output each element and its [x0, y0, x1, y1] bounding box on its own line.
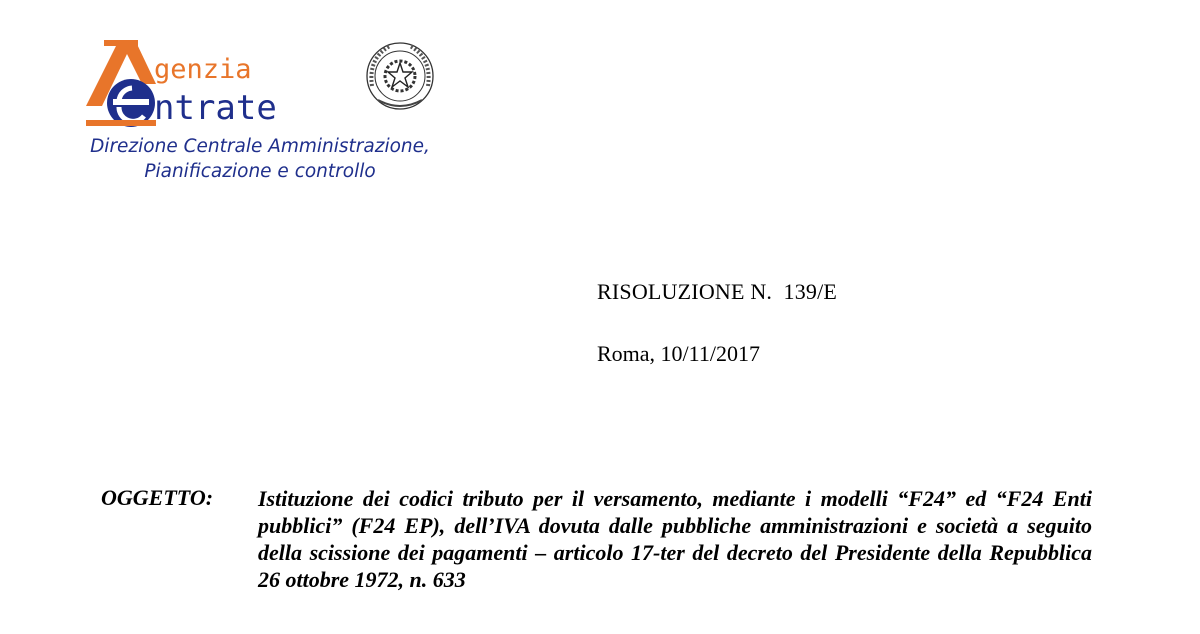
subject-text: Istituzione dei codici tributo per il versamento, mediante i modelli “F24” ed “F24 Enti pubblici” (F24 EP), dell’IVA dovuta dalle pubbliche amministrazioni e società a seguito della scissione dei pagamenti – articolo 17-ter del decreto del Presidente della Repubblica 26 ottobre 1972, n. 633	[258, 486, 1092, 592]
logo-line1: genzia	[154, 54, 252, 85]
logo-line2: ntrate	[154, 88, 277, 128]
resolution-title: RISOLUZIONE N. 139/E	[597, 279, 838, 304]
subject-label: OGGETTO:	[101, 485, 214, 510]
agenzia-entrate-logo	[86, 36, 446, 136]
italian-republic-emblem-icon	[367, 43, 433, 109]
department-name	[70, 134, 450, 184]
resolution-date: Roma, 10/11/2017	[597, 341, 760, 366]
department-line1: Direzione Centrale Amministrazione,	[90, 136, 430, 157]
department-line2: Pianificazione e controllo	[144, 161, 376, 182]
